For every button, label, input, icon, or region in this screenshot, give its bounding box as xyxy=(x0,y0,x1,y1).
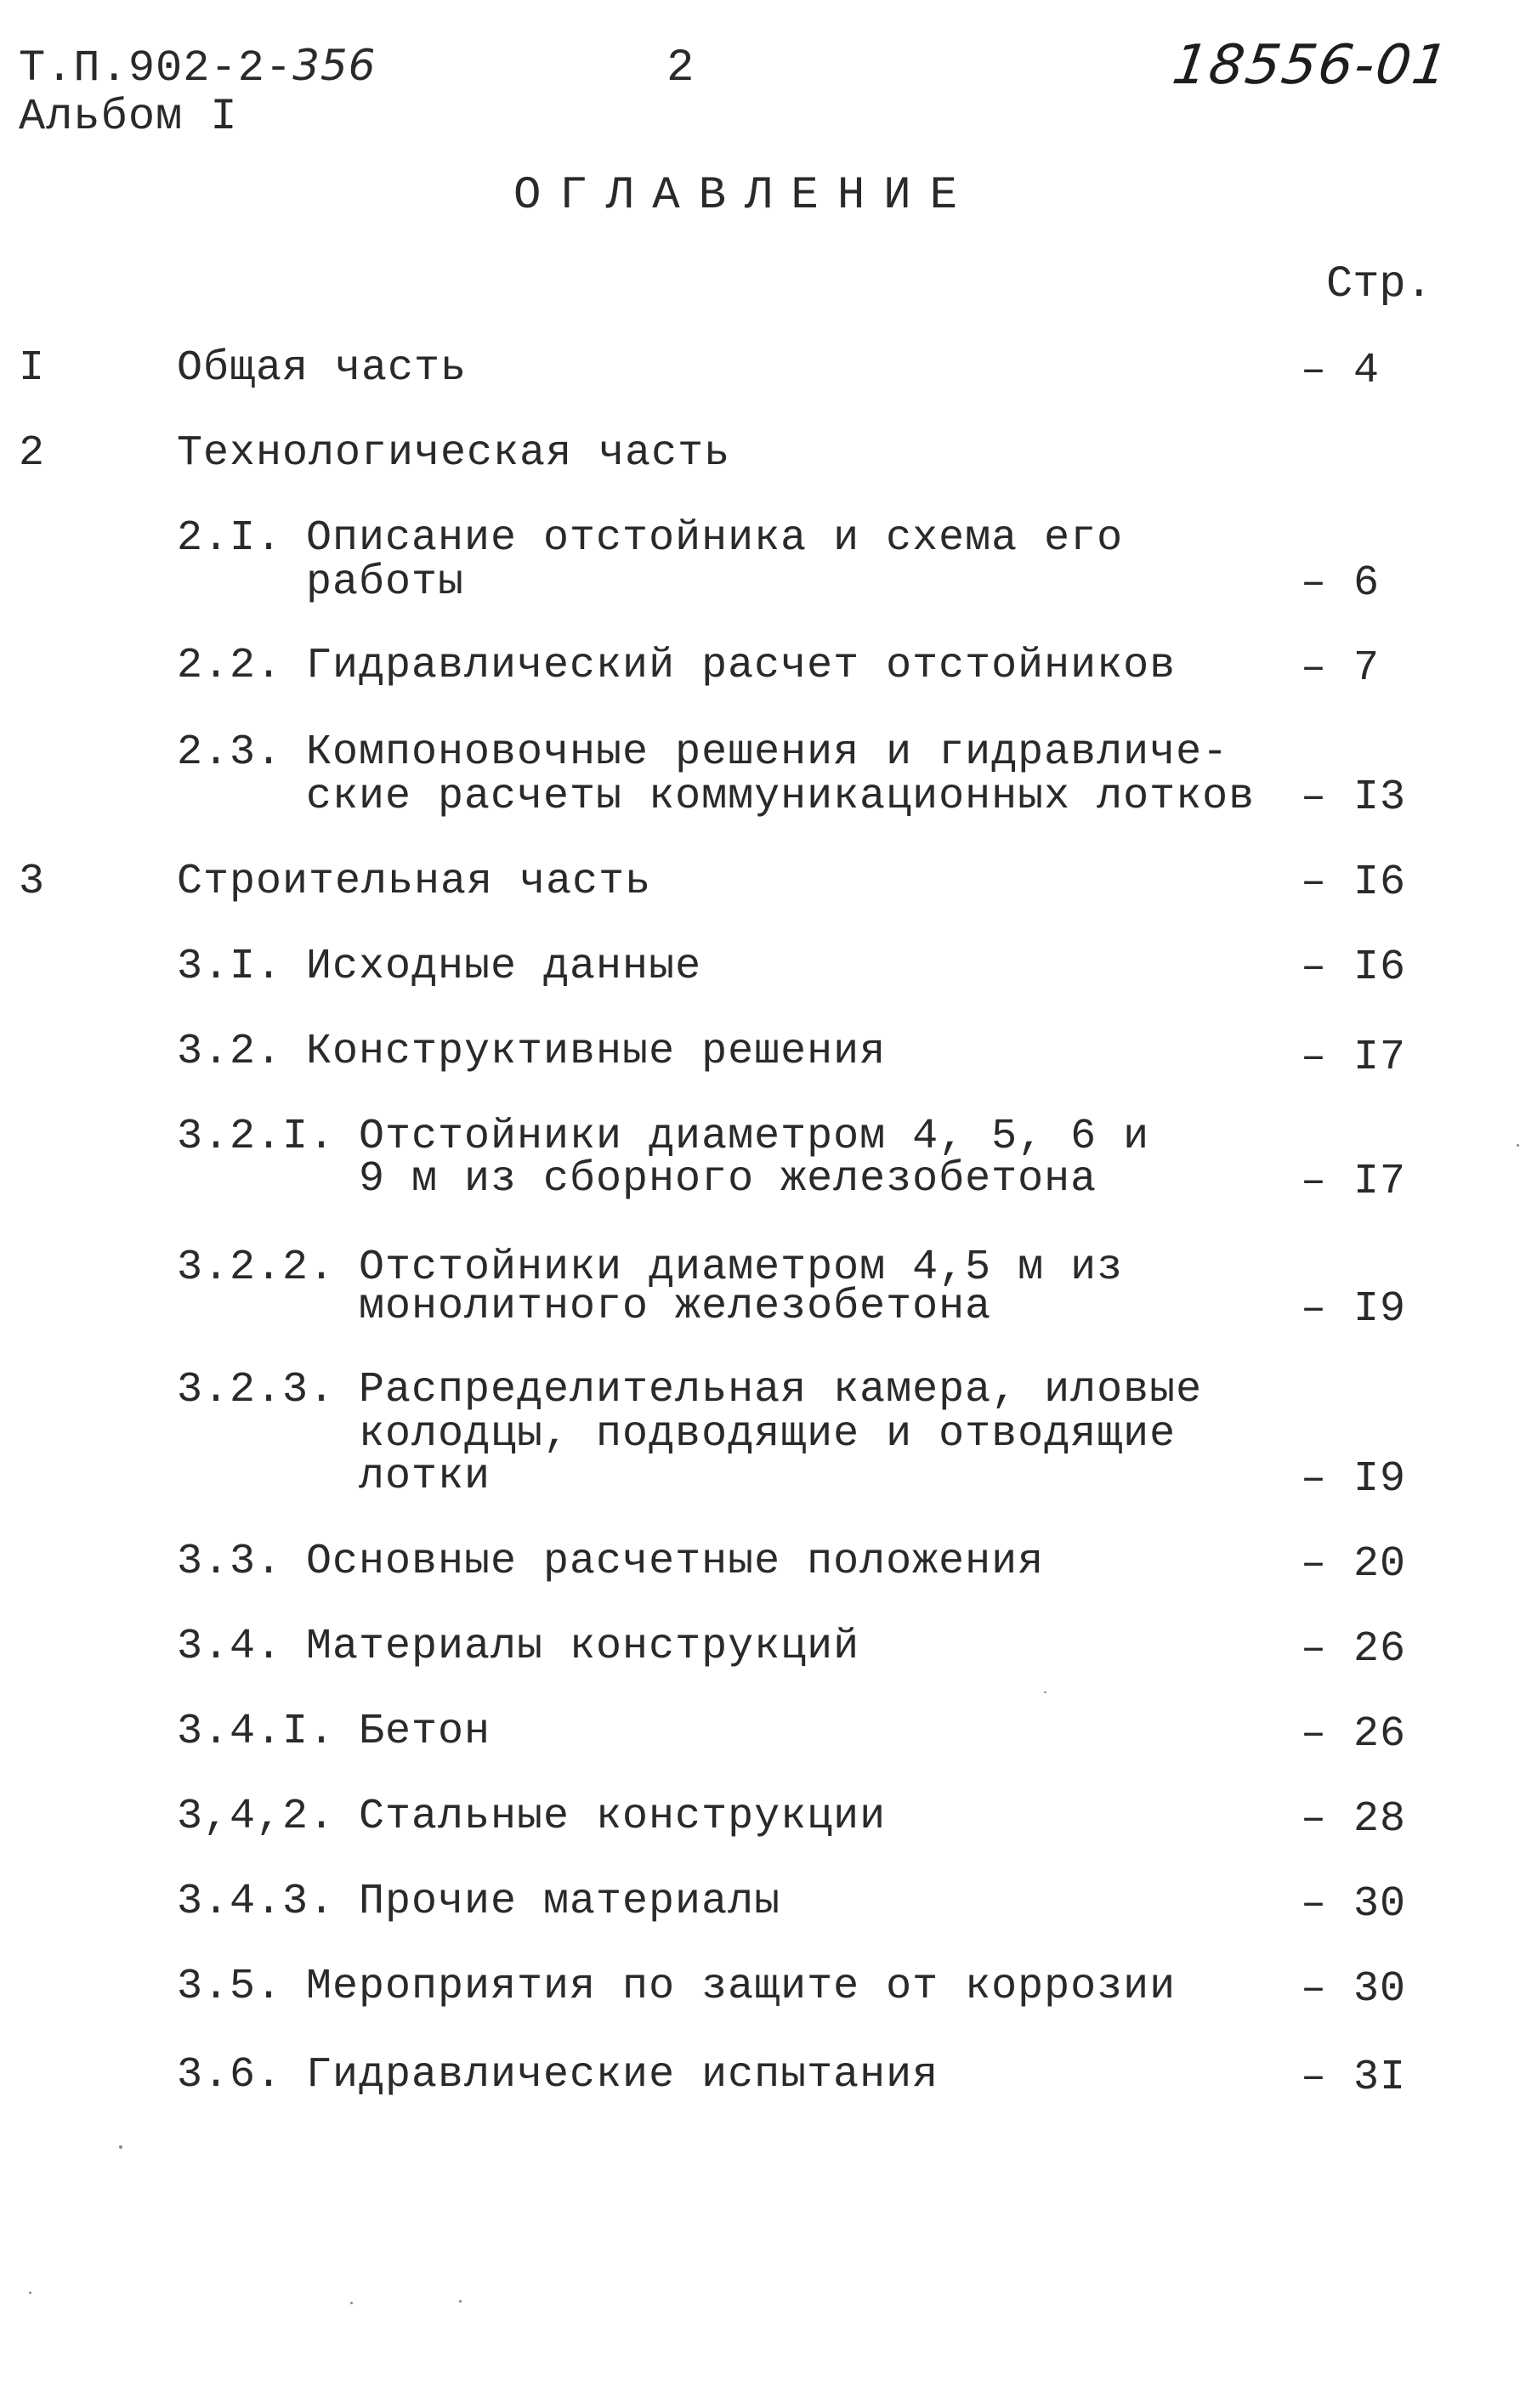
toc-page xyxy=(1301,858,1406,907)
dash: – xyxy=(1301,1540,1328,1589)
dash: – xyxy=(1301,644,1328,693)
toc-number: 3.6. xyxy=(177,2051,283,2099)
dash: – xyxy=(1301,1455,1328,1504)
dash: – xyxy=(1301,1625,1328,1674)
dash: – xyxy=(1301,559,1328,608)
toc-page xyxy=(1301,644,1380,693)
toc-text-continued: монолитного железобетона xyxy=(359,1283,992,1331)
toc-number: 3.3. xyxy=(177,1538,283,1586)
inventory-number: 18556-01 xyxy=(1168,34,1454,97)
toc-number: 2.I. xyxy=(177,514,283,563)
toc-page-number: I7 xyxy=(1353,1158,1407,1206)
toc-page xyxy=(1301,1285,1406,1334)
dash: – xyxy=(1301,1880,1328,1929)
toc-text: Общая часть xyxy=(177,344,468,393)
toc-number: 3 xyxy=(19,858,46,906)
toc-text: Отстойники диаметром 4, 5, 6 и xyxy=(359,1113,1150,1161)
dash: – xyxy=(1301,943,1328,992)
dash: – xyxy=(1301,1710,1328,1759)
dash: – xyxy=(1301,773,1328,822)
toc-text: Материалы конструкций xyxy=(306,1623,860,1671)
scan-speck xyxy=(1044,1691,1046,1693)
toc-number: 3.4.I. xyxy=(177,1708,336,1756)
scan-speck xyxy=(119,2145,122,2149)
scan-speck xyxy=(1517,1144,1519,1147)
toc-number: 3.2. xyxy=(177,1028,283,1076)
toc-text: Распределительная камера, иловые xyxy=(359,1366,1203,1414)
toc-page xyxy=(1301,1455,1406,1504)
toc-page xyxy=(1301,1880,1406,1929)
toc-number: 3.I. xyxy=(177,943,283,991)
toc-page-number: 30 xyxy=(1353,1965,1407,2014)
dash: – xyxy=(1301,858,1328,907)
toc-text: Гидравлические испытания xyxy=(306,2051,939,2099)
toc-page xyxy=(1301,1625,1406,1674)
toc-text: Мероприятия по защите от коррозии xyxy=(306,1963,1177,2011)
document-code-prefix: Т.П.902-2- xyxy=(19,43,293,93)
album-label: Альбом I xyxy=(19,92,238,142)
page-title: ОГЛАВЛЕНИЕ xyxy=(513,170,977,222)
scan-speck xyxy=(350,2302,353,2304)
toc-page xyxy=(1301,1034,1406,1082)
toc-page xyxy=(1301,943,1406,992)
toc-page-number: 6 xyxy=(1353,559,1381,608)
toc-text-continued: колодцы, подводящие и отводящие xyxy=(359,1410,1177,1459)
dash: – xyxy=(1301,2054,1328,2102)
toc-page-number: I6 xyxy=(1353,943,1407,992)
toc-page-number: I7 xyxy=(1353,1034,1407,1082)
toc-number: I xyxy=(19,344,46,393)
toc-number: 3.5. xyxy=(177,1963,283,2011)
scan-speck xyxy=(29,2292,31,2294)
toc-text-continued: работы xyxy=(306,558,465,607)
toc-page-number: I6 xyxy=(1353,858,1407,907)
toc-page xyxy=(1301,1795,1406,1844)
toc-page xyxy=(1301,2054,1406,2102)
toc-page-number: 26 xyxy=(1353,1625,1407,1674)
toc-text: Бетон xyxy=(359,1708,491,1756)
dash: – xyxy=(1301,1158,1328,1206)
toc-number: 2 xyxy=(19,429,46,478)
toc-page-number: 4 xyxy=(1353,347,1381,395)
toc-page xyxy=(1301,1710,1406,1759)
dash: – xyxy=(1301,347,1328,395)
toc-text-continued: ские расчеты коммуникационных лотков xyxy=(306,773,1256,821)
toc-page xyxy=(1301,1158,1406,1206)
toc-text: Конструктивные решения xyxy=(306,1028,887,1076)
toc-page xyxy=(1301,773,1406,822)
toc-text: Отстойники диаметром 4,5 м из xyxy=(359,1244,1124,1292)
dash: – xyxy=(1301,1034,1328,1082)
toc-page-number: 26 xyxy=(1353,1710,1407,1759)
toc-number: 2.3. xyxy=(177,728,283,777)
toc-text: Описание отстойника и схема его xyxy=(306,514,1124,563)
toc-page xyxy=(1301,1965,1406,2014)
toc-text-continued: 9 м из сборного железобетона xyxy=(359,1155,1097,1204)
toc-number: 3.4.3. xyxy=(177,1878,336,1926)
toc-text: Основные расчетные положения xyxy=(306,1538,1045,1586)
toc-text: Стальные конструкции xyxy=(359,1793,887,1841)
toc-page-number: 3I xyxy=(1353,2054,1407,2102)
toc-text: Технологическая часть xyxy=(177,429,731,478)
toc-page-number: I9 xyxy=(1353,1285,1407,1334)
toc-number: 3.2.3. xyxy=(177,1366,336,1414)
toc-number: 2.2. xyxy=(177,642,283,690)
toc-text: Компоновочные решения и гидравличе- xyxy=(306,728,1229,777)
dash: – xyxy=(1301,1965,1328,2014)
document-code xyxy=(19,41,377,93)
page-number: 2 xyxy=(666,42,695,94)
page-column-label: Стр. xyxy=(1326,259,1432,309)
toc-text-continued: лотки xyxy=(359,1453,491,1501)
toc-text: Исходные данные xyxy=(306,943,702,991)
toc-page xyxy=(1301,1540,1406,1589)
scan-speck xyxy=(459,2300,462,2303)
dash: – xyxy=(1301,1285,1328,1334)
toc-page-number: I3 xyxy=(1353,773,1407,822)
toc-page-number: 28 xyxy=(1353,1795,1407,1844)
toc-text: Строительная часть xyxy=(177,858,652,906)
toc-page-number: 30 xyxy=(1353,1880,1407,1929)
toc-text: Прочие материалы xyxy=(359,1878,781,1926)
toc-text: Гидравлический расчет отстойников xyxy=(306,642,1177,690)
toc-page-number: 7 xyxy=(1353,644,1381,693)
toc-number: 3.4. xyxy=(177,1623,283,1671)
toc-page-number: 20 xyxy=(1353,1540,1407,1589)
toc-page xyxy=(1301,347,1380,395)
toc-number: 3.2.I. xyxy=(177,1113,336,1161)
dash: – xyxy=(1301,1795,1328,1844)
toc-page-number: I9 xyxy=(1353,1455,1407,1504)
toc-number: 3,4,2. xyxy=(177,1793,336,1841)
document-code-suffix: 356 xyxy=(292,41,377,90)
toc-page xyxy=(1301,559,1380,608)
toc-number: 3.2.2. xyxy=(177,1244,336,1292)
